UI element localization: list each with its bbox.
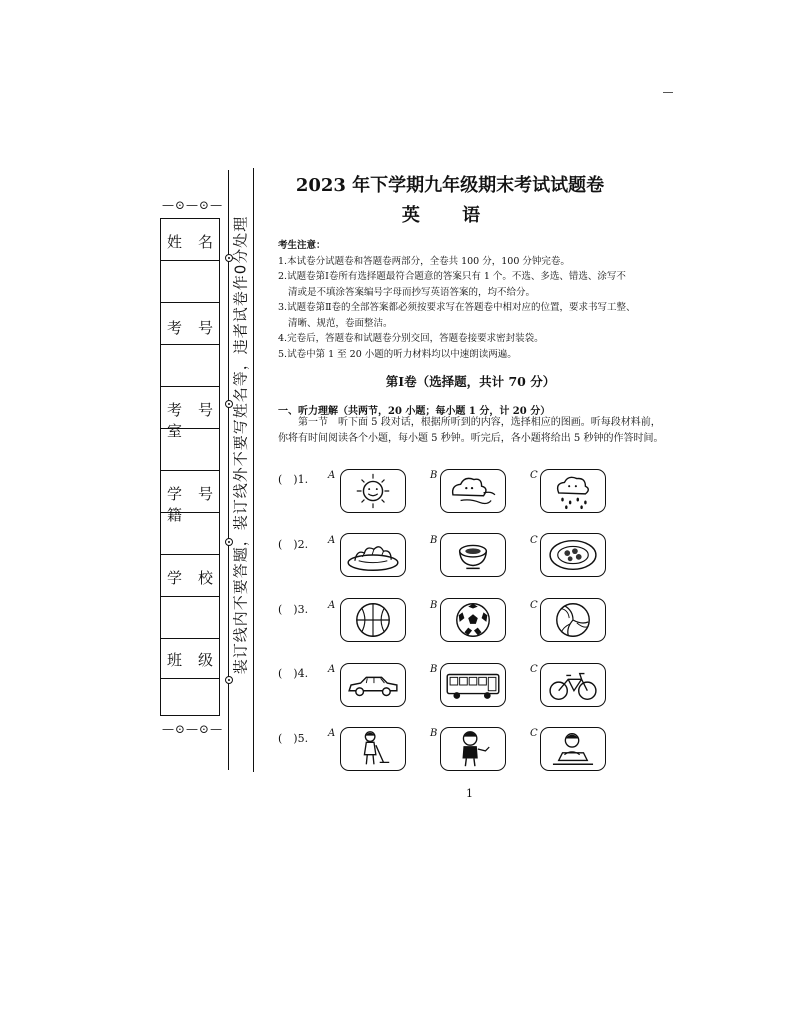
instruction-line: 你将有时间阅读各个小题，每小题 5 秒钟。听完后，各小题将给出 5 秒钟的作答时间。 — [278, 433, 664, 444]
wind-cloud-icon — [441, 470, 505, 512]
bus-icon — [441, 664, 505, 706]
binding-warning-text: 装订线内不要答题，装订线外不要写姓名等，违者试卷作0分处理 — [231, 215, 250, 675]
option-1b[interactable] — [440, 469, 506, 513]
question-number: ( )3. — [278, 603, 309, 616]
notice-item: 4.完卷后，答题卷和试题卷分别交回，答题卷接要求密封装袋。 — [278, 333, 544, 344]
option-letter: A — [328, 728, 336, 739]
exam-room-label-a: 考 室 — [167, 401, 183, 440]
option-letter: B — [430, 728, 438, 739]
reading-boy-icon — [541, 728, 605, 770]
school-label-a: 学 — [167, 569, 183, 587]
info-row-exam-number — [161, 303, 219, 345]
option-3b[interactable] — [440, 598, 506, 642]
salad-plate-icon — [541, 534, 605, 576]
option-letter: B — [430, 600, 438, 611]
option-2c[interactable] — [540, 533, 606, 577]
name-label-a: 姓 — [167, 233, 183, 251]
bicycle-icon — [541, 664, 605, 706]
question-number: ( )4. — [278, 667, 309, 680]
info-row-school — [161, 555, 219, 597]
option-letter: B — [430, 664, 438, 675]
notice-item: 清晰、规范，卷面整洁。 — [288, 317, 393, 329]
volleyball-icon — [541, 599, 605, 641]
class-label-b: 级 — [197, 651, 213, 669]
instruction-line: 第一节 听下面 5 段对话，根据所听到的内容，选择相应的图画。听每段材料前， — [298, 417, 661, 428]
notice-item: 清或是不填涂答案编号字母而抄写英语答案的，均不给分。 — [288, 286, 536, 298]
option-1c[interactable] — [540, 469, 606, 513]
part-heading: 一、听力理解（共两节，20 小题；每小题 1 分，计 20 分） — [278, 406, 551, 417]
sweeping-boy-icon — [341, 728, 405, 770]
notice-item: 5.试卷中第 1 至 20 小题的听力材料均以中速朗读两遍。 — [278, 348, 517, 360]
info-field-exam-number[interactable] — [161, 345, 219, 387]
option-4a[interactable] — [340, 663, 406, 707]
option-letter: C — [530, 664, 538, 675]
noodle-bowl-icon — [441, 534, 505, 576]
option-4c[interactable] — [540, 663, 606, 707]
option-3c[interactable] — [540, 598, 606, 642]
option-letter: C — [530, 470, 538, 481]
notice-item: 3.试题卷第Ⅱ卷的全部答案都必须按要求写在答题卷中相对应的位置，要求书写工整、 — [278, 302, 636, 313]
exam-number-label-a: 考 — [167, 319, 183, 337]
option-2a[interactable] — [340, 533, 406, 577]
option-4b[interactable] — [440, 663, 506, 707]
exam-title: 2023 年下学期九年级期末考试试题卷 — [295, 175, 605, 196]
info-row-class — [161, 639, 219, 679]
option-1a[interactable] — [340, 469, 406, 513]
option-letter: A — [328, 664, 336, 675]
basketball-icon — [341, 599, 405, 641]
corner-mark — [663, 92, 673, 93]
notice-item: 1.本试卷分试题卷和答题卷两部分，全卷共 100 分，100 分钟完卷。 — [278, 255, 570, 267]
option-letter: B — [430, 535, 438, 546]
section-heading: 第Ⅰ卷（选择题，共计 70 分） — [385, 374, 556, 389]
school-label-b: 校 — [197, 569, 213, 587]
option-letter: A — [328, 470, 336, 481]
option-5b[interactable] — [440, 727, 506, 771]
info-field-name[interactable] — [161, 261, 219, 303]
info-field-exam-room[interactable] — [161, 429, 219, 471]
exam-subject: 英 语 — [401, 205, 499, 226]
info-row-name — [161, 219, 219, 261]
soccer-ball-icon — [441, 599, 505, 641]
binding-line-right — [253, 168, 254, 772]
exam-number-label-b: 号 — [197, 319, 213, 337]
name-label-b: 名 — [197, 233, 213, 251]
option-letter: C — [530, 535, 538, 546]
notice-heading: 考生注意： — [278, 240, 326, 251]
option-letter: A — [328, 600, 336, 611]
notice-item: 2.试题卷第Ⅰ卷所有选择题最符合题意的答案只有 1 个。不选、多选、错选、涂写不 — [278, 271, 626, 282]
student-info-table — [160, 218, 220, 716]
sun-icon — [341, 470, 405, 512]
watering-boy-icon — [441, 728, 505, 770]
option-3a[interactable] — [340, 598, 406, 642]
student-id-label-a: 学 籍 — [167, 485, 183, 524]
binding-circle — [225, 676, 233, 684]
option-5a[interactable] — [340, 727, 406, 771]
info-field-class[interactable] — [161, 679, 219, 717]
info-field-student-id[interactable] — [161, 513, 219, 555]
notice-block — [278, 238, 663, 362]
option-2b[interactable] — [440, 533, 506, 577]
binding-dash-top: —⊙—⊙— — [162, 198, 224, 212]
option-5c[interactable] — [540, 727, 606, 771]
binding-dash-bottom: —⊙—⊙— — [162, 722, 224, 736]
class-label-a: 班 — [167, 651, 183, 669]
option-letter: C — [530, 600, 538, 611]
option-letter: B — [430, 470, 438, 481]
dumplings-icon — [341, 534, 405, 576]
page-number: 1 — [466, 787, 473, 800]
info-row-student-id — [161, 471, 219, 524]
question-number: ( )5. — [278, 732, 309, 745]
instructions — [278, 415, 668, 447]
student-id-label-b: 号 — [197, 485, 213, 503]
option-letter: A — [328, 535, 336, 546]
info-field-school[interactable] — [161, 597, 219, 639]
rain-cloud-icon — [541, 470, 605, 512]
car-icon — [341, 664, 405, 706]
question-number: ( )1. — [278, 473, 309, 486]
info-row-exam-room — [161, 387, 219, 440]
question-number: ( )2. — [278, 538, 309, 551]
option-letter: C — [530, 728, 538, 739]
exam-room-label-b: 号 — [197, 401, 213, 419]
